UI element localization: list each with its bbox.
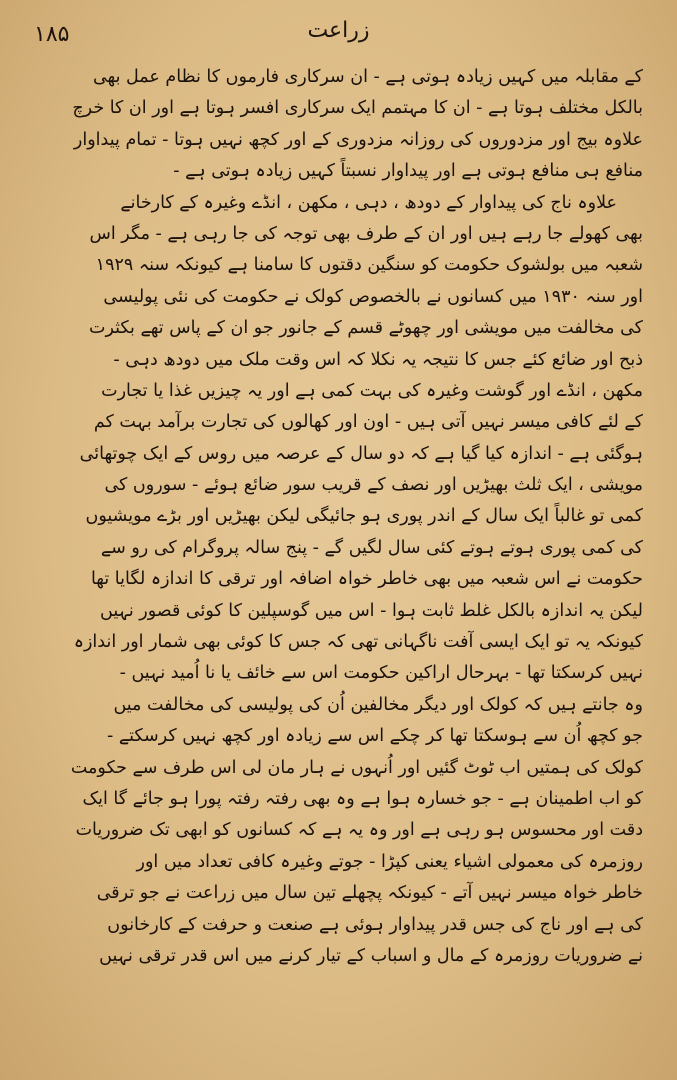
page-header xyxy=(30,14,647,54)
text-line: نے ضروریات روزمرہ کے مال و اسباب کے تیار کرنے میں اس قدر ترقی نہیں xyxy=(99,945,643,966)
text-line: ذبح اور ضائع کئے جس کا نتیجہ یہ نکلا کہ اس وقت ملک میں دودھ دہی - xyxy=(113,349,643,370)
text-line: حکومت نے اس شعبہ میں بھی خاطر خواہ اضافہ اور ترقی کا اندازہ لگایا تھا xyxy=(90,569,643,590)
text-line: کی مخالفت میں مویشی اور چھوٹے قسم کے جانور جو ان کے پاس تھے بکثرت xyxy=(88,318,643,339)
text-line: لیکن یہ اندازہ بالکل غلط ثابت ہوا - اس میں گوسپلین کا کوئی قصور نہیں xyxy=(100,600,643,621)
text-line: کولک کی ہمتیں اب ٹوٹ گئیں اور اُنہوں نے ہار مان لی اس طرف سے حکومت xyxy=(70,757,643,778)
text-line: نہیں کرسکتا تھا - بہرحال اراکین حکومت اس سے خائف یا نا اُمید نہیں - xyxy=(119,663,643,684)
text-line: کیونکہ یہ تو ایک ایسی آفت ناگہانی تھی کہ جس کا کوئی بھی شمار اور اندازہ xyxy=(73,632,643,653)
text-line: کمی تو غالباً ایک سال کے اندر پوری ہو جائیگی لیکن بھیڑیں اور بڑے مویشیوں xyxy=(85,506,643,527)
text-line: کے مقابلہ میں کہیں زیادہ ہوتی ہے - ان سرکاری فارموں کا نظام عمل بھی xyxy=(92,67,643,87)
text-line: جو کچھ اُن سے ہوسکتا تھا کر چکے اس سے زیادہ اور کچھ نہیں کرسکتے - xyxy=(106,726,643,747)
paragraph-start-line: علاوہ ناج کی پیداوار کے دودھ ، دہی ، مکھن ، انڈے وغیرہ کے کارخانے xyxy=(120,192,617,213)
text-line: بالکل مختلف ہوتا ہے - ان کا مہتمم ایک سرکاری افسر ہوتا ہے اور ان کا خرچ xyxy=(72,98,643,119)
text-line: کی کمی پوری ہوتے ہوتے کئی سال لگیں گے - پنج سالہ پروگرام کی رو سے xyxy=(100,537,643,558)
text-line: بھی کھولے جا رہے ہیں اور ان کے طرف بھی توجہ کی جا رہی ہے - مگر اس xyxy=(89,223,643,244)
text-line: مکھن ، انڈے اور گوشت وغیرہ کی بہت کمی ہے اور یہ چیزیں غذا یا تجارت xyxy=(101,380,643,401)
text-line: کو اب اطمینان ہے - جو خسارہ ہوا ہے وہ بھی رفتہ رفتہ پورا ہو جائے گا ایک xyxy=(82,788,643,809)
text-line: اور سنہ ۱۹۳۰ میں کسانوں نے بالخصوص کولک نے حکومت کی نئی پولیسی xyxy=(103,286,643,307)
text-line: مویشی ، ایک ثلث بھیڑیں اور نصف کے قریب سور ضائع ہوئے - سوروں کی xyxy=(104,475,643,496)
text-line: ہوگئی ہے - اندازہ کیا گیا ہے کہ دو سال کے عرصہ میں روس کے ایک چوتھائی xyxy=(79,443,643,464)
page-number: ۱۸۵ xyxy=(34,22,70,47)
text-line: منافع ہی منافع ہوتی ہے اور پیداوار نسبتاً کہیں زیادہ ہوتی ہے - xyxy=(173,161,643,182)
text-line: خاطر خواہ میسر نہیں آتے - کیونکہ پچھلے تین سال میں زراعت نے جو ترقی xyxy=(96,883,643,904)
text-line: روزمرہ کی معمولی اشیاء یعنی کپڑا - جوتے وغیرہ کافی تعداد میں اور xyxy=(136,851,643,872)
body-text xyxy=(40,62,643,972)
text-line: دقت اور محسوس ہو رہی ہے اور وہ یہ ہے کہ کسانوں کو ابھی تک ضروریات xyxy=(75,820,643,841)
text-line: کی ہے اور ناج کی جس قدر پیداوار ہوئی ہے صنعت و حرفت کے کارخانوں xyxy=(107,914,643,935)
text-line: شعبہ میں بولشوک حکومت کو سنگین دقتوں کا سامنا ہے کیونکہ سنہ ۱۹۲۹ xyxy=(95,255,643,276)
text-line: علاوہ بیج اور مزدوروں کی روزانہ مزدوری کے اور کچھ نہیں ہوتا - تمام پیداوار xyxy=(73,129,643,150)
running-title: زراعت xyxy=(307,18,370,43)
text-line: وہ جانتے ہیں کہ کولک اور دیگر مخالفین اُن کی پولیسی کی مخالفت میں xyxy=(113,694,643,715)
text-line: کے لئے کافی میسر نہیں آتی ہیں - اون اور کھالوں کی تجارت برآمد بہت کم xyxy=(93,412,643,433)
